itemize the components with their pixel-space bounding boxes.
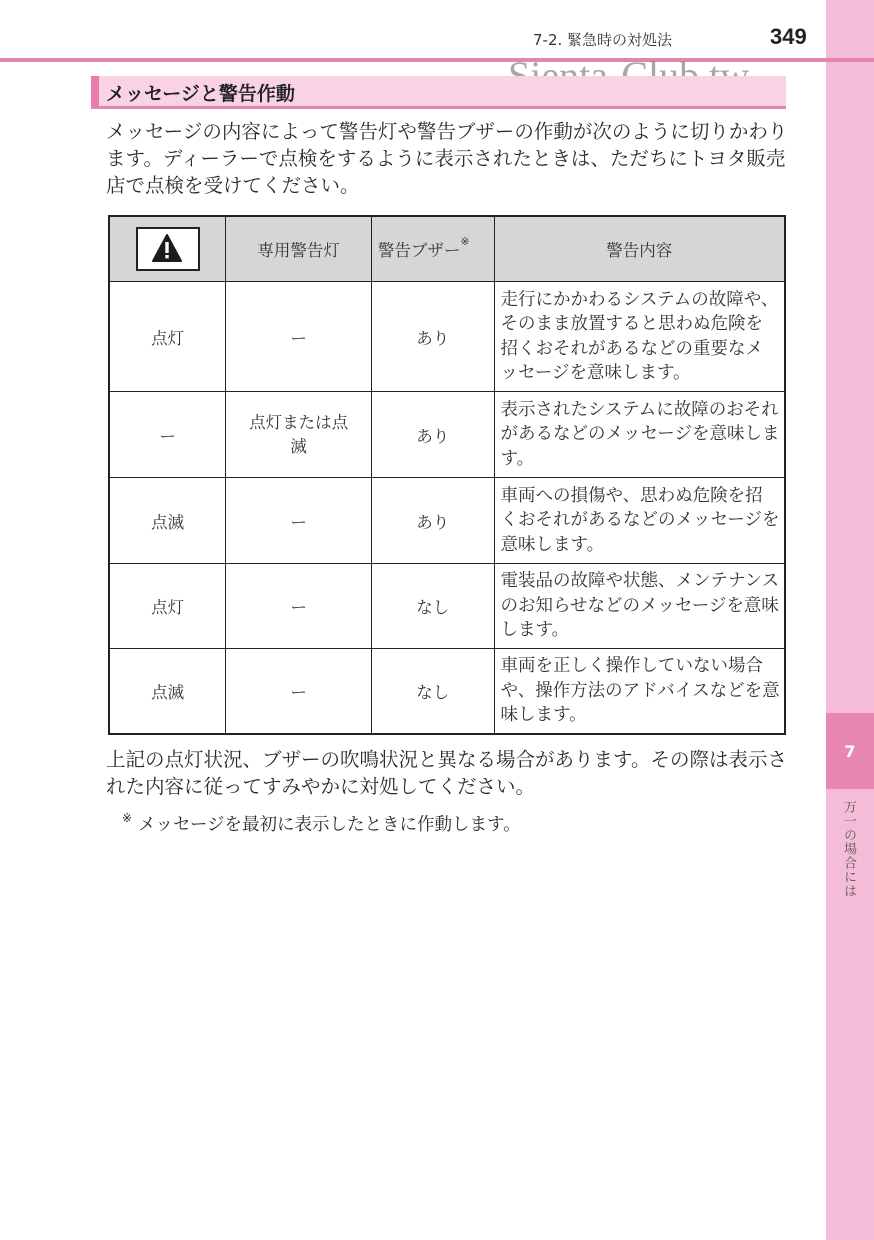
- section-heading-text: メッセージと警告作動: [106, 83, 295, 105]
- cell-content: 走行にかかわるシステムの故障や、そのまま放置すると思わぬ危険を招くおそれがあるなどの重要なメッセージを意味します。: [494, 282, 785, 392]
- section-heading-accent: [91, 76, 99, 106]
- table-row: [109, 282, 785, 392]
- note-paragraph: 上記の点灯状況、ブザーの吹鳴状況と異なる場合があります。その際は表示された内容に従ってすみやかに対処してください。: [106, 748, 787, 798]
- cell-content: 表示されたシステムに故障のおそれがあるなどのメッセージを意味します。: [494, 392, 785, 478]
- warning-triangle-icon: [152, 234, 182, 262]
- table-row: [109, 392, 785, 478]
- footnote-mark: ※: [460, 235, 470, 248]
- cell-master: 点灯: [109, 564, 226, 649]
- intro-paragraph: メッセージの内容によって警告灯や警告ブザーの作動が次のように切りかわります。ディーラーで点検をするように表示されたときは、ただちにトヨタ販売店で点検を受けてください。: [106, 120, 788, 197]
- footnote-mark: ※: [122, 811, 133, 825]
- cell-buzzer: なし: [371, 649, 494, 734]
- cell-dedicated: ー: [226, 478, 372, 564]
- cell-master: ー: [109, 392, 226, 478]
- header-content: 警告内容: [494, 216, 785, 282]
- page-number: 349: [770, 24, 807, 49]
- cell-master: 点灯: [109, 282, 226, 392]
- cell-buzzer: あり: [371, 478, 494, 564]
- footnote-text: メッセージを最初に表示したときに作動します。: [138, 815, 521, 835]
- header-master-warning: [109, 216, 226, 282]
- header-section-title: 7-2. 緊急時の対処法: [533, 31, 673, 49]
- header-buzzer: [371, 216, 494, 282]
- master-warning-icon-box: [136, 227, 200, 271]
- table-header-row: [109, 216, 785, 282]
- chapter-label: 万一の場合には: [841, 800, 856, 898]
- header-buzzer-label: 警告ブザー: [377, 241, 461, 260]
- table-row: [109, 564, 785, 649]
- section-heading: [91, 76, 786, 109]
- table-row: [109, 649, 785, 734]
- cell-content: 電装品の故障や状態、メンテナンスのお知らせなどのメッセージを意味します。: [494, 564, 785, 649]
- chapter-number-tab: 7: [826, 713, 874, 789]
- warning-table: [108, 215, 786, 735]
- cell-dedicated: ー: [226, 282, 372, 392]
- cell-buzzer: あり: [371, 282, 494, 392]
- cell-master: 点滅: [109, 478, 226, 564]
- cell-buzzer: あり: [371, 392, 494, 478]
- footnote: [122, 811, 521, 836]
- header-dedicated-light: 専用警告灯: [226, 216, 372, 282]
- cell-dedicated: ー: [226, 564, 372, 649]
- cell-content: 車両への損傷や、思わぬ危険を招くおそれがあるなどのメッセージを意味します。: [494, 478, 785, 564]
- cell-master: 点滅: [109, 649, 226, 734]
- table-row: [109, 478, 785, 564]
- cell-content: 車両を正しく操作していない場合や、操作方法のアドバイスなどを意味します。: [494, 649, 785, 734]
- cell-dedicated: ー: [226, 649, 372, 734]
- cell-buzzer: なし: [371, 564, 494, 649]
- side-tab: [826, 0, 874, 1240]
- cell-dedicated: 点灯または点滅: [226, 392, 372, 478]
